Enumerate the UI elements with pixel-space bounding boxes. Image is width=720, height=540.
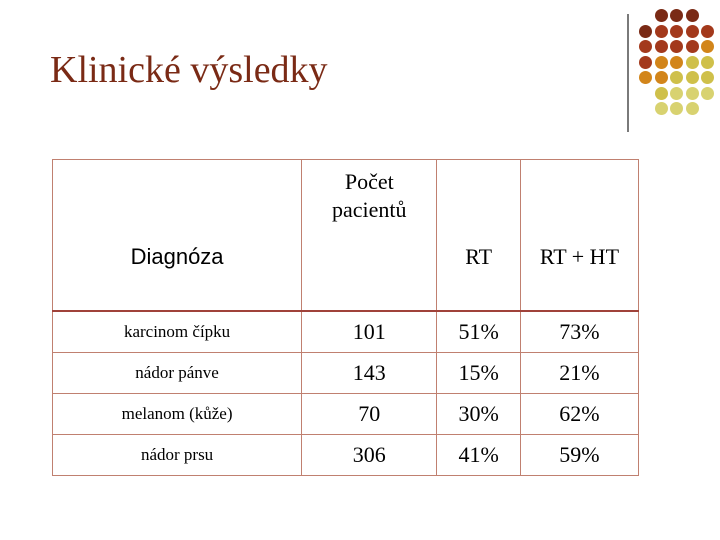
decorative-dot [670,71,683,84]
decorative-dot [670,102,683,115]
decorative-dot [655,71,668,84]
cell-count: 101 [302,311,437,353]
slide-title: Klinické výsledky [50,49,328,91]
cell-rt: 15% [437,353,520,394]
table-row [53,394,639,435]
cell-rt-ht: 21% [520,353,638,394]
cell-rt: 41% [437,435,520,476]
decorative-dot [686,102,699,115]
decorative-dot [701,87,714,100]
decorative-dot [670,87,683,100]
decorative-dot [655,87,668,100]
cell-count: 70 [302,394,437,435]
decorative-dot [655,40,668,53]
decorative-dot [639,56,652,69]
decorative-dot [639,25,652,38]
cell-diagnosis: karcinom čípku [53,311,302,353]
decorative-dot [686,40,699,53]
decorative-dot [686,71,699,84]
clinical-results-table [52,159,639,476]
vertical-divider [627,14,629,132]
decorative-dot-grid [639,9,719,109]
header-rt: RT [437,160,520,312]
decorative-dot [701,25,714,38]
table-row [53,353,639,394]
header-rt-ht: RT + HT [520,160,638,312]
table-row [53,435,639,476]
decorative-dot [655,9,668,22]
decorative-dot [670,56,683,69]
cell-diagnosis: nádor prsu [53,435,302,476]
header-count-line1: Počet [344,169,394,194]
table-header-row [53,160,639,312]
cell-rt-ht: 73% [520,311,638,353]
decorative-dot [686,87,699,100]
decorative-dot [639,40,652,53]
decorative-dot [639,71,652,84]
decorative-dot [670,25,683,38]
header-diagnosis: Diagnóza [53,160,302,312]
decorative-dot [686,9,699,22]
decorative-dot [701,71,714,84]
header-count-line2: pacientů [332,197,407,222]
cell-diagnosis: melanom (kůže) [53,394,302,435]
cell-rt-ht: 62% [520,394,638,435]
decorative-dot [655,102,668,115]
cell-rt: 51% [437,311,520,353]
cell-diagnosis: nádor pánve [53,353,302,394]
table-row [53,311,639,353]
header-patient-count [302,160,437,312]
decorative-dot [686,25,699,38]
decorative-dot [670,9,683,22]
cell-count: 306 [302,435,437,476]
cell-rt-ht: 59% [520,435,638,476]
decorative-dot [686,56,699,69]
decorative-dot [655,25,668,38]
decorative-dot [701,56,714,69]
cell-rt: 30% [437,394,520,435]
decorative-dot [670,40,683,53]
decorative-dot [701,40,714,53]
decorative-dot [655,56,668,69]
cell-count: 143 [302,353,437,394]
